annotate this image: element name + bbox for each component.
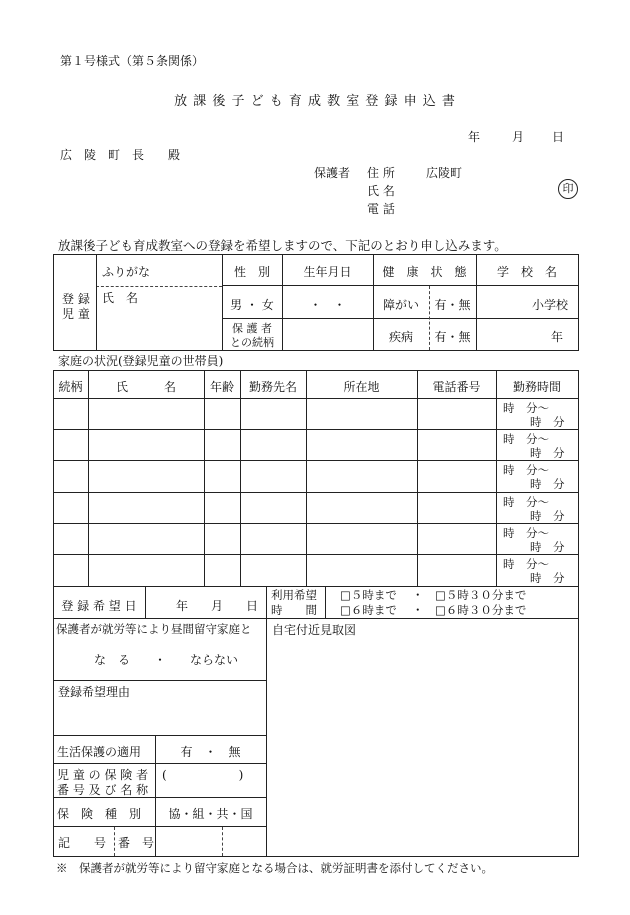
welfare-value: 有 ・ 無	[180, 745, 241, 759]
health-label: 健 康 状 態	[382, 265, 467, 279]
time-start: 時 分～	[503, 432, 549, 446]
gender-options: 男 ・ 女	[230, 298, 274, 312]
number-label: 番 号	[118, 836, 155, 850]
insurance-type-value: 協・組・共・国	[168, 807, 253, 821]
form-title: 放 課 後 子 ど も 育 成 教 室 登 録 申 込 書	[174, 94, 456, 109]
relation-label-2: との続柄	[230, 336, 274, 349]
date-month: 月	[512, 130, 525, 144]
insurance-label-2: 番 号 及 び 名 称	[57, 783, 149, 797]
time-start: 時 分～	[503, 557, 549, 571]
date-year: 年	[468, 130, 481, 144]
disability-label: 障がい	[382, 298, 419, 312]
working-options: な る ・ ならない	[94, 653, 239, 667]
birthdate-label: 生年月日	[303, 265, 352, 279]
reg-date-month: 月	[211, 599, 224, 613]
usage-option-6: □６時まで ・ □６時３０分まで	[340, 603, 527, 617]
disability-value: 有・無	[434, 298, 471, 312]
intro-text: 放課後子ども育成教室への登録を希望しますので、下記のとおり申し込みます。	[58, 238, 507, 253]
time-end: 時 分	[530, 446, 565, 460]
time-end: 時 分	[530, 509, 565, 523]
furigana-label: ふりがな	[102, 265, 151, 279]
time-start: 時 分～	[503, 526, 549, 540]
addressee: 広 陵 町 長 殿	[60, 148, 181, 162]
welfare-label: 生活保護の適用	[57, 745, 142, 759]
form-number: 第１号様式（第５条関係）	[60, 54, 205, 68]
child-section-label-2: 児 童	[62, 307, 90, 321]
relation-label: 保 護 者	[232, 322, 272, 335]
reg-date-day: 日	[246, 599, 259, 613]
time-end: 時 分	[530, 415, 565, 429]
reg-date-year: 年	[176, 599, 189, 613]
gender-label: 性 別	[233, 265, 270, 279]
time-start: 時 分～	[503, 495, 549, 509]
reason-label: 登録希望理由	[58, 685, 131, 699]
insurance-label: 児 童 の 保 険 者	[57, 768, 149, 782]
time-start: 時 分～	[503, 401, 549, 415]
household-title: 家庭の状況(登録児童の世帯員)	[58, 354, 224, 368]
usage-option-5: □５時まで ・ □５時３０分まで	[340, 588, 527, 602]
seal-mark: 印	[558, 179, 578, 199]
guardian-label: 保護者	[314, 166, 351, 180]
phone-label: 電 話	[367, 202, 395, 216]
time-end: 時 分	[530, 571, 565, 585]
illness-value: 有・無	[434, 330, 471, 344]
child-name-label: 氏 名	[102, 291, 139, 305]
school-label: 学 校 名	[496, 265, 557, 279]
reg-date-label: 登 録 希 望 日	[61, 599, 137, 613]
col-location: 所在地	[343, 380, 380, 394]
grade-suffix: 年	[551, 330, 564, 344]
school-suffix: 小学校	[532, 298, 569, 312]
col-age: 年齢	[209, 380, 234, 394]
address-label: 住 所	[367, 166, 395, 180]
usage-label: 利用希望	[271, 588, 317, 602]
birthdate-value: ・ ・	[309, 298, 346, 312]
time-start: 時 分～	[503, 463, 549, 477]
col-workplace: 勤務先名	[248, 380, 297, 394]
footnote: ※ 保護者が就労等により留守家庭となる場合は、就労証明書を添付してください。	[56, 861, 493, 875]
working-question: 保護者が就労等により昼間留守家庭と	[56, 622, 252, 636]
time-end: 時 分	[530, 540, 565, 554]
illness-label: 疾病	[388, 330, 413, 344]
col-relation: 続柄	[58, 380, 83, 394]
col-hours: 勤務時間	[512, 380, 561, 394]
map-label: 自宅付近見取図	[272, 623, 357, 637]
address-value: 広陵町	[426, 166, 463, 180]
name-label: 氏 名	[367, 184, 395, 198]
symbol-label: 記 号	[58, 836, 107, 850]
date-day: 日	[552, 130, 565, 144]
child-section-label: 登 録	[62, 292, 90, 306]
time-end: 時 分	[530, 477, 565, 491]
insurance-type-label: 保 険 種 別	[57, 807, 142, 821]
col-name: 氏 名	[115, 380, 176, 394]
col-phone: 電話番号	[432, 380, 481, 394]
usage-label-2: 時 間	[271, 603, 317, 617]
insurance-paren: ( )	[162, 768, 244, 782]
